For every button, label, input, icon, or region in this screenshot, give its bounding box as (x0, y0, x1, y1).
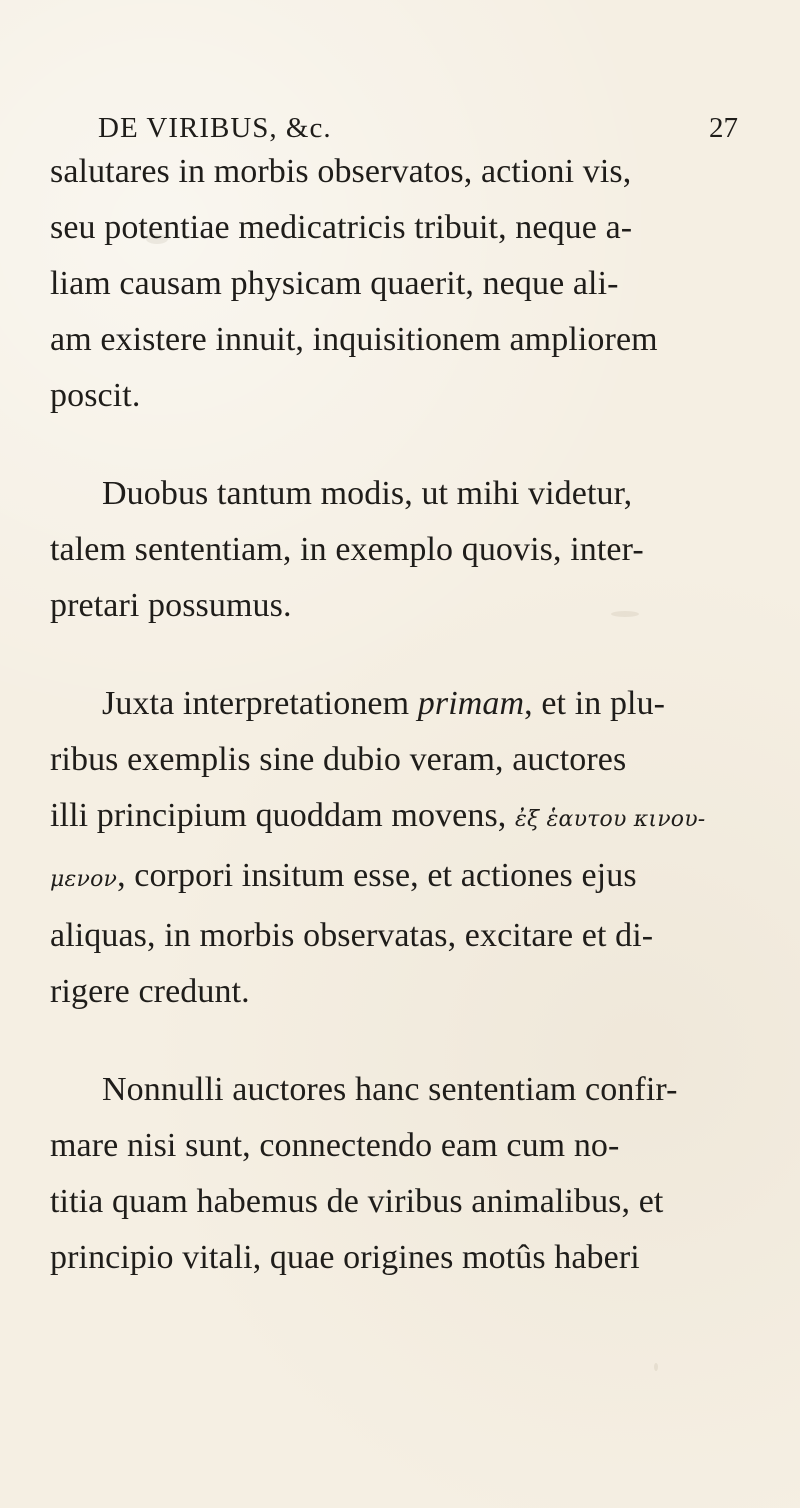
main-text (50, 144, 750, 1286)
paragraph-4 (50, 1062, 750, 1286)
text-line: am existere innuit, inquisitionem ampliorem (50, 321, 658, 358)
text-line: Duobus tantum modis, ut mihi videtur, (102, 475, 633, 512)
paragraph-2 (50, 466, 750, 634)
text-line: rigere credunt. (50, 973, 250, 1010)
paragraph-gap (50, 634, 750, 676)
italic-word: primam (417, 685, 525, 722)
text-line: poscit. (50, 377, 141, 414)
text-fragment: Juxta interpretationem (102, 685, 418, 722)
running-title: DE VIRIBUS, &c. (98, 112, 332, 144)
text-line: principio vitali, quae origines motûs haberi (50, 1239, 640, 1276)
text-line: Nonnulli auctores hanc sententiam confir- (102, 1071, 678, 1108)
text-line: pretari possumus. (50, 587, 292, 624)
text-line: liam causam physicam quaerit, neque ali- (50, 265, 619, 302)
paragraph-gap (50, 1020, 750, 1062)
text-fragment: , et in plu- (524, 685, 666, 722)
text-line (50, 676, 750, 732)
paragraph-3 (50, 676, 750, 1020)
text-line (50, 848, 750, 908)
text-line: salutares in morbis observatos, actioni vis, (50, 153, 632, 190)
text-line: ribus exemplis sine dubio veram, auctores (50, 741, 627, 778)
page-number: 27 (709, 112, 738, 144)
text-line: titia quam habemus de viribus animalibus, et (50, 1183, 664, 1220)
text-fragment: , corpori insitum esse, et actiones ejus (117, 857, 637, 894)
text-line: seu potentiae medicatricis tribuit, neque a- (50, 209, 633, 246)
text-line (50, 788, 750, 848)
greek-phrase: ἐξ ἑαυτου κινου- (515, 807, 706, 832)
paragraph-1 (50, 144, 750, 424)
text-line: talem sententiam, in exemplo quovis, inter- (50, 531, 644, 568)
paper-spot (654, 1363, 658, 1371)
greek-fragment: μενον (50, 867, 118, 892)
paragraph-gap (50, 424, 750, 466)
text-fragment: illi principium quoddam movens, (50, 797, 515, 834)
text-line: aliquas, in morbis observatas, excitare et di- (50, 917, 654, 954)
text-line: mare nisi sunt, connectendo eam cum no- (50, 1127, 620, 1164)
